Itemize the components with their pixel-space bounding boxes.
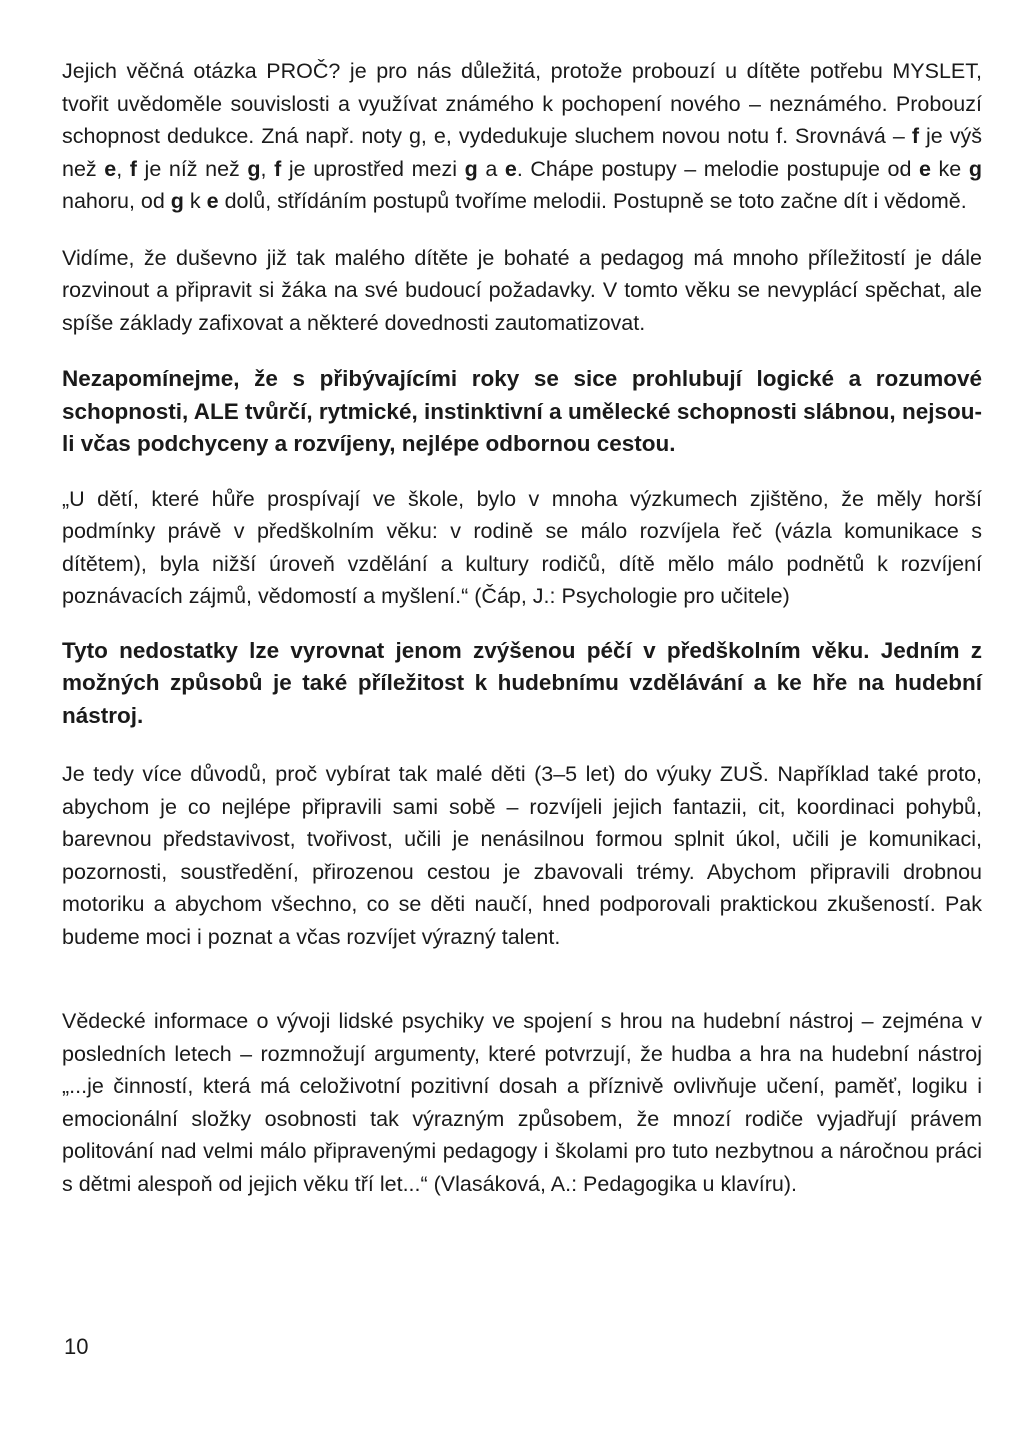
note-e: e xyxy=(504,156,517,181)
note-g: g xyxy=(464,156,478,181)
note-f: f xyxy=(911,124,920,148)
paragraph-dusevno: Vidíme, že duševno již tak malého dítěte je bohaté a pedagog má mnoho příležitostí je dále rozvinout a připravit si žáka na své budoucí požadavky. V tomto věku se nevyplácí spěchat, ale spíše základy zafixovat a některé dovednosti zautomatizovat. xyxy=(62,245,982,335)
text-run: je níž než xyxy=(136,156,248,181)
note-e: e xyxy=(104,156,117,181)
text-run: dolů, střídáním postupů tvoříme melodii. Postupně se toto začne dít i vědomě. xyxy=(218,189,967,213)
text-run: je uprostřed mezi xyxy=(281,156,465,181)
document-page xyxy=(62,55,982,1200)
note-e: e xyxy=(206,189,219,213)
text-run: Jejich věčná otázka PROČ? je pro nás důležitá, protože probouzí u dítěte potřebu MYSLET, tvořit uvědoměle souvislosti a využívat známého k pochopení nového – neznámého. Probouzí schopnost dedukce. Zná např. noty g, e, vydedukuje sluchem novou notu f. Srovnává – xyxy=(62,59,982,148)
text-run: . Chápe postupy – melodie postupuje od xyxy=(516,156,919,181)
paragraph-emphasis-nedostatky: Tyto nedostatky lze vyrovnat jenom zvýšenou péčí v předškolním věku. Jedním z možných způsobů je také příležitost k hudebnímu vzdělávání a ke hře na hudební nástroj. xyxy=(62,637,982,728)
page-number: 10 xyxy=(64,1334,89,1359)
note-g: g xyxy=(968,156,982,181)
text-run: je výš než xyxy=(62,124,983,181)
note-g: g xyxy=(170,189,184,213)
text-run: , xyxy=(116,156,130,181)
paragraph-proc xyxy=(62,55,982,218)
text-run: k xyxy=(183,189,207,213)
text-run: a xyxy=(477,156,505,181)
note-g: g xyxy=(247,156,261,181)
paragraph-quote-cap: „U dětí, které hůře prospívají ve škole, bylo v mnoha výzkumech zjištěno, že měly horší podmínky právě v předškolním věku: v rodině se málo rozvíjela řeč (vázla komunikace s dítětem), byla nižší úroveň vzdělání a kultury rodičů, dítě mělo málo podnětů k rozvíjení poznávacích zájmů, vědomostí a myšlení.“ (Čáp, J.: Psychologie pro učitele) xyxy=(62,486,982,608)
note-f: f xyxy=(129,156,137,181)
paragraph-emphasis-schopnosti: Nezapomínejme, že s přibývajícími roky se sice prohlubují logické a rozumové schopnosti, ALE tvůrčí, rytmické, instinktivní a umělecké schopnosti slábnou, nejsou-li včas podchyceny a rozvíjeny, nejlépe odbornou cestou. xyxy=(62,366,982,456)
text-run: nahoru, od xyxy=(62,189,171,213)
text-run: , xyxy=(260,156,275,181)
paragraph-quote-vlasakova: Vědecké informace o vývoji lidské psychiky ve spojení s hrou na hudební nástroj – zejména v posledních letech – rozmnožují argumenty, které potvrzují, že hudba a hra na hudební nástroj „...je činností, která má celoživotní pozitivní dosah a příznivě ovlivňuje učení, paměť, logiku i emocionální složky osobnosti tak výrazným způsobem, že mnozí rodiče vyjadřují právem politování nad velmi málo připravenými pedagogy i školami pro tuto nezbytnou a náročnou práci s dětmi alespoň od jejich věku tří let...“ (Vlasáková, A.: Pedagogika u klavíru). xyxy=(62,1009,982,1196)
text-run: ke xyxy=(930,156,969,181)
paragraph-duvody: Je tedy více důvodů, proč vybírat tak malé děti (3–5 let) do výuky ZUŠ. Například také proto, abychom je co nejlépe připravili sami sobě – rozvíjeli jejich fantazii, cit, koordinaci pohybů, barevnou představivost, tvořivost, učili je nenásilnou formou splnit úkol, učili je komunikaci, pozornosti, soustředění, přirozenou cestou je zbavovali trémy. Abychom připravili drobnou motoriku a abychom všechno, co se děti naučí, hned podporovali praktickou zkušeností. Pak budeme moci i poznat a včas rozvíjet výrazný talent. xyxy=(62,762,982,949)
note-f: f xyxy=(274,156,282,181)
note-e: e xyxy=(919,156,931,181)
